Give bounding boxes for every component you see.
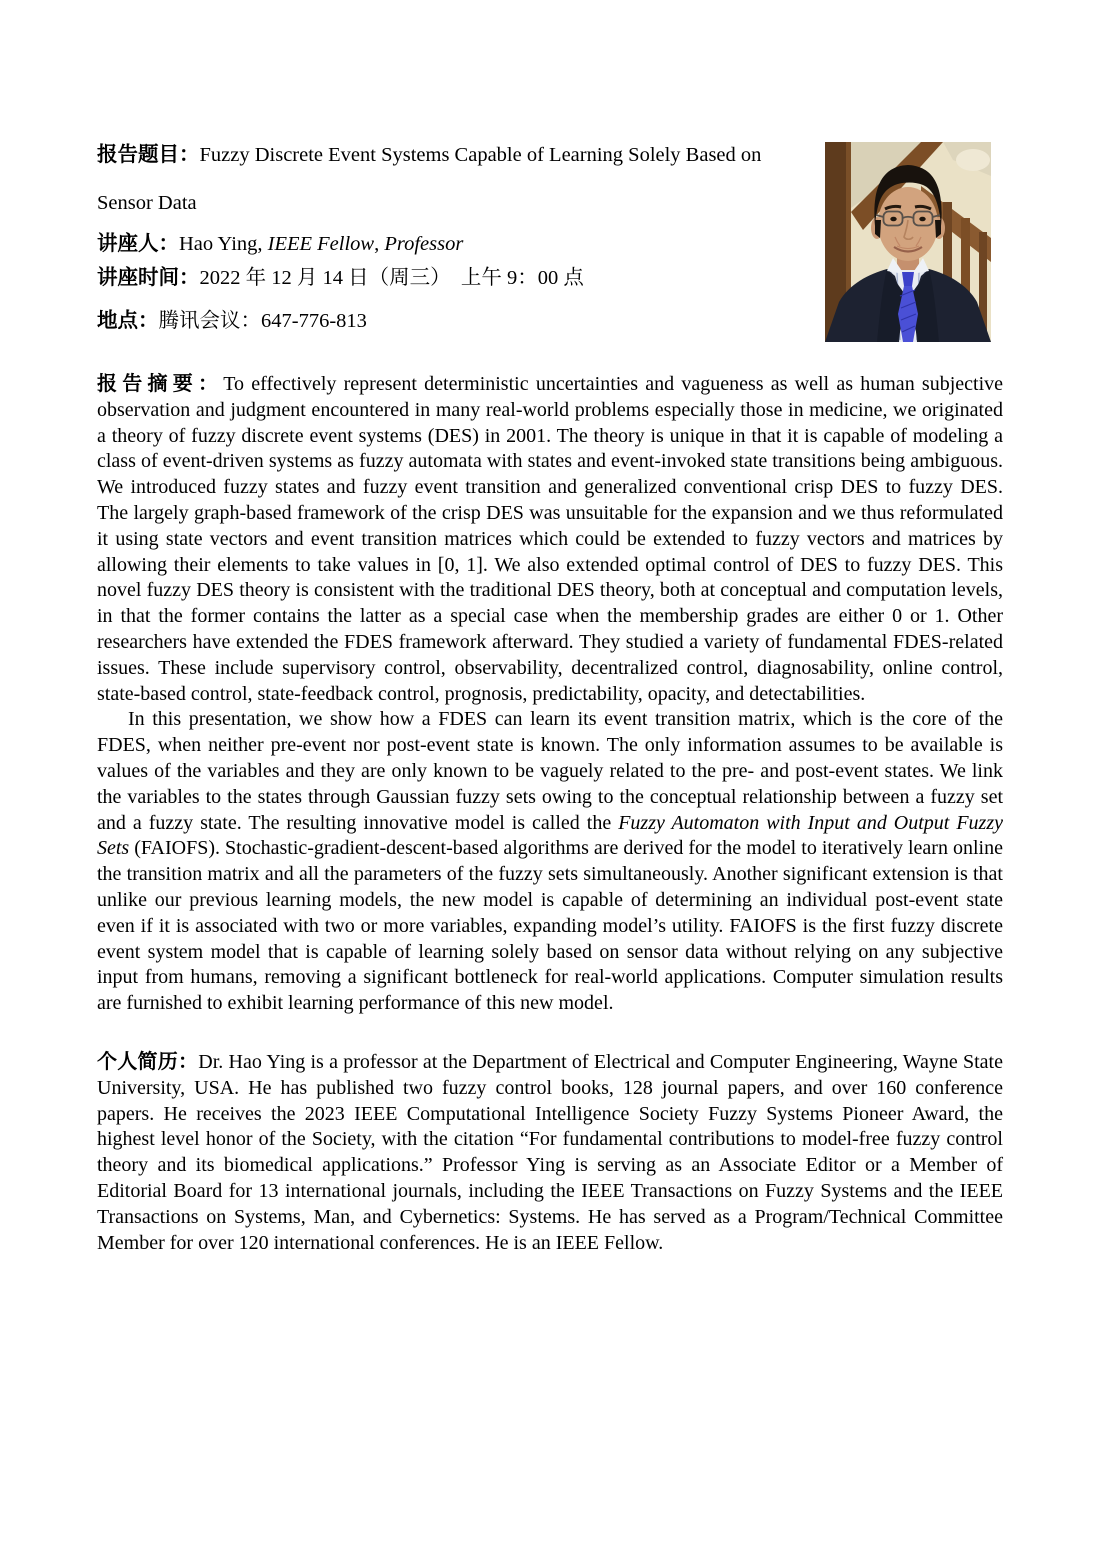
time-label: 讲座时间：	[97, 266, 200, 289]
title-line-2: Sensor Data	[97, 192, 197, 214]
location-label: 地点：	[97, 309, 159, 332]
header-block	[97, 131, 1003, 338]
abstract-label: 报告摘要：	[97, 373, 224, 395]
speaker-line	[97, 227, 1003, 261]
abstract-paragraph-2	[97, 707, 1003, 1017]
title-label: 报告题目：	[97, 143, 200, 166]
abstract-paragraph-1-text: To effectively represent deterministic uncertainties and vagueness as well as human subjective observation and judgment encountered in many real-world problems especially those in medicine, we originated a theory of fuzzy discrete event systems (DES) in 2001. The theory is unique in that it is capable of modeling a class of event-driven systems as fuzzy automata with states and event-invoked state transitions being ambiguous. We introduced fuzzy states and fuzzy event transition and generalized conventional crisp DES to fuzzy DES. The largely graph-based framework of the crisp DES was unsuitable for the expansion and we thus reformulated it using state vectors and event transition matrices which could be extended to fuzzy vectors and matrices by allowing their elements to take values in [0, 1]. We also extended optimal control of DES to fuzzy DES. This novel fuzzy DES theory is consistent with the traditional DES theory, both at conceptual and computation levels, in that the former contains the latter as a special case when the membership grades are either 0 or 1. Other researchers have extended the FDES framework afterward. They studied a variety of fundamental FDES-related issues. These include supervisory control, observability, decentralized control, diagnosability, online control, state-based control, state-feedback control, prognosis, predictability, opacity, and detectabilities.	[97, 373, 1004, 705]
location-line	[97, 304, 1003, 338]
time-line	[97, 261, 1003, 295]
bio-text: Dr. Hao Ying is a professor at the Department of Electrical and Computer Engineering, Wayne State University, USA. He has published two fuzzy control books, 128 journal papers, and over 160 conference papers. He receives the 2023 IEEE Computational Intelligence Society Fuzzy Systems Pioneer Award, the highest level honor of the Society, with the citation “For fundamental contributions to model-free fuzzy control theory and its biomedical applications.” Professor Ying is serving as an Associate Editor or a Member of Editorial Board for 13 international journals, including the IEEE Transactions on Fuzzy Systems and the IEEE Transactions on Systems, Man, and Cybernetics: Systems. He has served as a Program/Technical Committee Member for over 120 international conferences. He is an IEEE Fellow.	[97, 1050, 1003, 1254]
seminar-title	[97, 131, 819, 227]
speaker-title-professor: Professor	[384, 233, 464, 255]
abstract-model-name-italic: Fuzzy Automaton with Input and Output Fuzzy Sets	[97, 811, 1003, 860]
bio-label: 个人简历：	[97, 1050, 199, 1073]
bio-paragraph	[97, 1050, 1003, 1256]
speaker-label: 讲座人：	[97, 232, 179, 255]
title-line-1: Fuzzy Discrete Event Systems Capable of Learning Solely Based on	[199, 144, 762, 166]
location-value: 腾讯会议：647-776-813	[158, 310, 367, 332]
speaker-name: Hao Ying,	[179, 233, 268, 255]
body-text-block	[97, 372, 1003, 1256]
abstract-paragraph-2-text-before: In this presentation, we show how a FDES can learn its event transition matrix, which is the core of the FDES, when neither pre-event nor post-event state is known. The only information assumes to be available is values of the variables and they are only known to be vaguely related to the pre- and post-event states. We link the variables to the states through Gaussian fuzzy sets owing to the conceptual relationship between a fuzzy set and a fuzzy state. The resulting innovative model is called the	[97, 708, 1003, 834]
abstract-paragraph-1	[97, 372, 1003, 707]
speaker-title-ieee-fellow: IEEE Fellow	[267, 233, 375, 255]
speaker-separator: ,	[374, 233, 385, 255]
time-value: 2022 年 12 月 14 日（周三） 上午 9：00 点	[199, 267, 584, 289]
abstract-paragraph-2-text-after: (FAIOFS). Stochastic-gradient-descent-based algorithms are derived for the model to iteratively learn online the transition matrix and all the parameters of the fuzzy sets simultaneously. Another significant extension is that unlike our previous learning models, the new model is capable of determining an individual post-event state even if it is associated with two or more variables, expanding model’s utility. FAIOFS is the first fuzzy discrete event system model that is capable of learning solely based on sensor data without relying on any subjective input from humans, removing a significant bottleneck for real-world applications. Computer simulation results are furnished to exhibit learning performance of this new model.	[97, 837, 1003, 1015]
